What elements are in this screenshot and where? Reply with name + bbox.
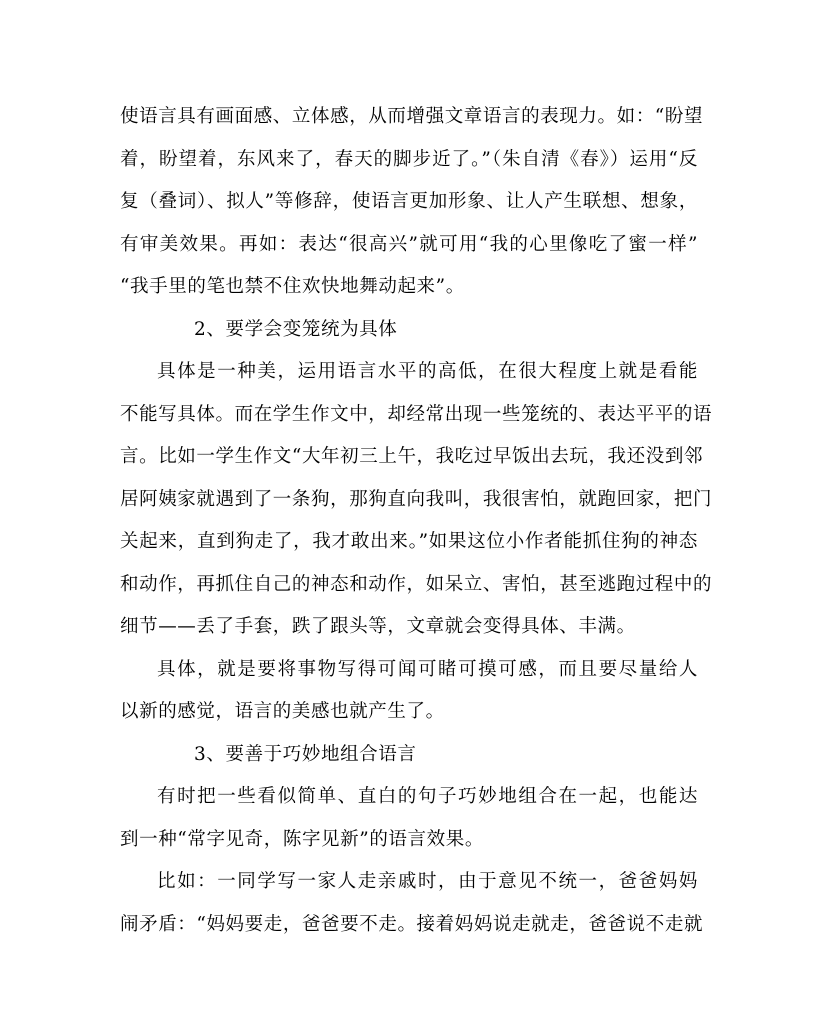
- paragraph-line: 有审美效果。再如：表达“很高兴”就可用“我的心里像吃了蜜一样”: [120, 234, 698, 255]
- paragraph-line: 言。比如一学生作文“大年初三上午，我吃过早饭出去玩，我还没到邻: [120, 446, 704, 467]
- paragraph-line: 具体，就是要将事物写得可闻可睹可摸可感，而且要尽量给人: [157, 659, 698, 680]
- section-heading: 3、要善于巧妙地组合语言: [194, 744, 417, 765]
- paragraph-line: 以新的感觉，语言的美感也就产生了。: [120, 701, 445, 722]
- paragraph-line: 细节——丢了手套，跌了跟头等，文章就会变得具体、丰满。: [120, 616, 636, 637]
- paragraph-line: 和动作，再抓住自己的神态和动作，如呆立、害怕，甚至逃跑过程中的: [120, 574, 713, 595]
- paragraph-line: 有时把一些看似简单、直白的句子巧妙地组合在一起，也能达: [157, 786, 698, 807]
- paragraph-line: 到一种“常字见奇，陈字见新”的语言效果。: [120, 829, 484, 850]
- paragraph-line: 关起来，直到狗走了，我才敢出来。”如果这位小作者能抓住狗的神态: [120, 531, 698, 552]
- paragraph-line: 不能写具体。而在学生作文中，却经常出现一些笼统的、表达平平的语: [120, 404, 713, 425]
- paragraph-line: 着，盼望着，东风来了，春天的脚步近了。”（朱自清《春》）运用“反: [120, 149, 698, 170]
- paragraph-line: “我手里的笔也禁不住欢快地舞动起来”。: [120, 276, 465, 297]
- paragraph-line: 复（叠词）、拟人”等修辞，使语言更加形象、让人产生联想、想象，: [120, 191, 698, 212]
- paragraph-line: 闹矛盾：“妈妈要走，爸爸要不走。接着妈妈说走就走，爸爸说不走就: [120, 914, 704, 935]
- section-heading: 2、要学会变笼统为具体: [194, 319, 398, 340]
- paragraph-line: 使语言具有画面感、立体感，从而增强文章语言的表现力。如：“盼望: [120, 106, 704, 127]
- paragraph-line: 居阿姨家就遇到了一条狗，那狗直向我叫，我很害怕，就跑回家，把门: [120, 489, 713, 510]
- paragraph-line: 比如：一同学写一家人走亲戚时，由于意见不统一，爸爸妈妈: [157, 871, 698, 892]
- paragraph-line: 具体是一种美，运用语言水平的高低，在很大程度上就是看能: [157, 361, 698, 382]
